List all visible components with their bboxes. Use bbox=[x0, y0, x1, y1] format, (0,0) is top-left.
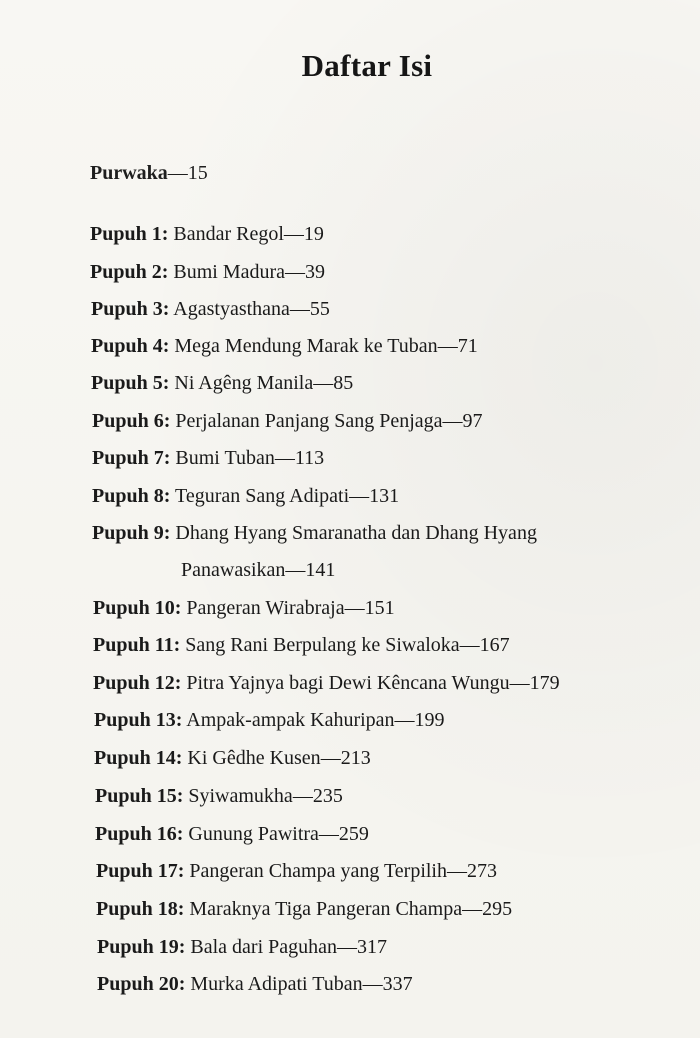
toc-entry bbox=[95, 822, 369, 846]
toc-entry-title: Ki Gêdhe Kusen bbox=[187, 747, 321, 769]
toc-entry-separator: — bbox=[289, 298, 310, 320]
toc-entry-page-number: 235 bbox=[312, 785, 343, 807]
toc-entry-separator: — bbox=[462, 898, 483, 920]
preface-label: Purwaka bbox=[90, 162, 168, 184]
toc-entry-page-wrap bbox=[285, 559, 335, 581]
preface-separator: — bbox=[167, 162, 188, 184]
toc-entry bbox=[91, 371, 353, 395]
toc-entry-label: Pupuh 5: bbox=[91, 372, 170, 394]
toc-entry-title: Pangeran Wirabraja bbox=[186, 597, 345, 619]
toc-entry-page-wrap bbox=[321, 747, 371, 769]
toc-entry-page-wrap bbox=[510, 672, 560, 694]
toc-entry bbox=[92, 484, 399, 508]
toc-entry-page-wrap bbox=[345, 597, 395, 619]
preface-page-number: 15 bbox=[187, 162, 208, 184]
toc-entry-page-number: 71 bbox=[457, 335, 478, 357]
toc-entry-page-number: 39 bbox=[305, 261, 326, 283]
toc-entry-page-number: 85 bbox=[333, 372, 354, 394]
page-title: Daftar Isi bbox=[301, 48, 433, 83]
toc-entry-title: Perjalanan Panjang Sang Penjaga bbox=[175, 410, 443, 432]
toc-entry-page-number: 317 bbox=[357, 936, 387, 958]
toc-entry-page-number: 259 bbox=[338, 823, 369, 845]
toc-entry bbox=[93, 671, 560, 695]
toc-entry bbox=[94, 746, 371, 770]
toc-entry-page-wrap bbox=[284, 223, 324, 245]
toc-entry-page-number: 131 bbox=[369, 485, 400, 507]
toc-entry-label: Pupuh 12: bbox=[93, 672, 182, 694]
toc-entry-title: Bandar Regol bbox=[173, 223, 284, 245]
toc-entry-title: Murka Adipati Tuban bbox=[190, 973, 363, 995]
toc-entry bbox=[93, 633, 510, 657]
toc-entry-page-wrap bbox=[447, 860, 497, 882]
toc-entry-label: Pupuh 9: bbox=[92, 522, 171, 544]
toc-entry-separator: — bbox=[437, 335, 458, 357]
toc-entry-separator: — bbox=[274, 447, 295, 469]
toc-entry-title: Syiwamukha bbox=[188, 785, 293, 807]
toc-entry-label: Pupuh 19: bbox=[97, 936, 186, 958]
toc-entry-separator: — bbox=[362, 973, 383, 995]
toc-entry bbox=[96, 897, 512, 921]
toc-entry-page-wrap bbox=[349, 485, 399, 507]
toc-entry-page-wrap bbox=[337, 936, 387, 958]
toc-entry-title-cont-text: Panawasikan bbox=[181, 559, 286, 581]
toc-entry-title: Maraknya Tiga Pangeran Champa bbox=[189, 898, 463, 920]
toc-entry-page-wrap bbox=[285, 261, 325, 283]
toc-entry bbox=[91, 334, 478, 358]
toc-entry-page-wrap bbox=[290, 298, 330, 320]
toc-entry-title: Teguran Sang Adipati bbox=[175, 485, 350, 507]
toc-entry-separator: — bbox=[509, 672, 530, 694]
toc-entry bbox=[97, 935, 387, 959]
toc-entry bbox=[90, 260, 325, 284]
toc-entry-label: Pupuh 15: bbox=[95, 785, 184, 807]
toc-entry-title: Pitra Yajnya bagi Dewi Kêncana Wungu bbox=[186, 672, 510, 694]
toc-entry bbox=[92, 409, 483, 433]
toc-entry-separator: — bbox=[320, 747, 341, 769]
toc-entry-label: Pupuh 1: bbox=[90, 223, 169, 245]
toc-entry-title-continuation bbox=[92, 558, 537, 582]
toc-entry bbox=[96, 859, 497, 883]
toc-entry-page-wrap bbox=[275, 447, 324, 469]
toc-entry-title: Dhang Hyang Smaranatha dan Dhang Hyang bbox=[175, 522, 537, 544]
toc-entry-label: Pupuh 8: bbox=[92, 485, 171, 507]
toc-entry-page-number: 273 bbox=[466, 860, 497, 882]
toc-entry-separator: — bbox=[459, 634, 480, 656]
toc-entry bbox=[91, 297, 330, 321]
toc-entry-label: Pupuh 17: bbox=[96, 860, 185, 882]
toc-entry-title: Ampak-ampak Kahuripan bbox=[186, 709, 395, 731]
toc-entry-page-number: 141 bbox=[305, 559, 336, 581]
toc-entry bbox=[95, 784, 343, 808]
toc-entry-page-number: 55 bbox=[309, 298, 330, 320]
toc-entry-separator: — bbox=[285, 261, 306, 283]
toc-entry bbox=[92, 446, 324, 470]
toc-entry-page-wrap bbox=[438, 335, 478, 357]
toc-entry-title: Bumi Madura bbox=[173, 261, 286, 283]
toc-entry-page-number: 113 bbox=[294, 447, 325, 469]
toc-entry-label: Pupuh 2: bbox=[90, 261, 169, 283]
toc-entry-page-wrap bbox=[319, 823, 369, 845]
toc-entry-title: Gunung Pawitra bbox=[188, 823, 319, 845]
toc-entry-page-number: 337 bbox=[382, 973, 413, 995]
toc-entry bbox=[97, 972, 413, 996]
toc-entry-label: Pupuh 6: bbox=[92, 410, 171, 432]
toc-entry-page-number: 167 bbox=[479, 634, 510, 656]
toc-entry-separator: — bbox=[394, 709, 415, 731]
toc-entry-title: Mega Mendung Marak ke Tuban bbox=[174, 335, 438, 357]
toc-entry-label: Pupuh 20: bbox=[97, 973, 186, 995]
toc-entry-title: Bala dari Paguhan bbox=[190, 936, 337, 958]
toc-entry-separator: — bbox=[318, 823, 339, 845]
toc-entry-title: Bumi Tuban bbox=[175, 447, 275, 469]
toc-entry-separator: — bbox=[344, 597, 365, 619]
toc-entry-label: Pupuh 11: bbox=[93, 634, 181, 656]
toc-entry-label: Pupuh 7: bbox=[92, 447, 171, 469]
toc-entry-title: Agastyasthana bbox=[173, 298, 290, 320]
toc-entry-title: Ni Agêng Manila bbox=[174, 372, 314, 394]
toc-entry-page-number: 151 bbox=[364, 597, 395, 619]
toc-entry-label: Pupuh 14: bbox=[94, 747, 183, 769]
toc-entry-page-wrap bbox=[293, 785, 343, 807]
toc-entry-page-wrap bbox=[395, 709, 445, 731]
toc-entry-separator: — bbox=[442, 410, 463, 432]
toc-entry bbox=[92, 521, 537, 582]
toc-entry-label: Pupuh 16: bbox=[95, 823, 184, 845]
toc-entry-separator: — bbox=[313, 372, 334, 394]
toc-entry-page-number: 213 bbox=[340, 747, 371, 769]
toc-entry-title: Sang Rani Berpulang ke Siwaloka bbox=[185, 634, 460, 656]
toc-entry-page-wrap bbox=[460, 634, 510, 656]
toc-entry-page-number: 97 bbox=[462, 410, 483, 432]
toc-entry-page-wrap bbox=[363, 973, 413, 995]
toc-entry-label: Pupuh 3: bbox=[91, 298, 170, 320]
toc-entry-separator: — bbox=[446, 860, 467, 882]
toc-entry-page-number: 179 bbox=[529, 672, 560, 694]
toc-entry-label: Pupuh 18: bbox=[96, 898, 185, 920]
toc-entry-separator: — bbox=[337, 936, 357, 958]
toc-entry-separator: — bbox=[349, 485, 370, 507]
toc-entry bbox=[94, 708, 445, 732]
toc-entry-page-number: 199 bbox=[414, 709, 445, 731]
toc-entry-page-number: 19 bbox=[303, 223, 324, 245]
toc-entry-separator: — bbox=[285, 559, 306, 581]
toc-entry-title: Pangeran Champa yang Terpilih bbox=[189, 860, 447, 882]
toc-entry-label: Pupuh 10: bbox=[93, 597, 182, 619]
toc-entry-page-wrap bbox=[462, 898, 512, 920]
toc-entry-page-wrap bbox=[443, 410, 483, 432]
toc-entry-separator: — bbox=[292, 785, 313, 807]
toc-entry-separator: — bbox=[283, 223, 304, 245]
toc-entry bbox=[93, 596, 395, 620]
toc-entry-page-wrap bbox=[313, 372, 353, 394]
toc-entry-label: Pupuh 13: bbox=[94, 709, 183, 731]
toc-entry bbox=[90, 222, 324, 246]
toc-entry-label: Pupuh 4: bbox=[91, 335, 170, 357]
toc-entry-page-number: 295 bbox=[482, 898, 513, 920]
